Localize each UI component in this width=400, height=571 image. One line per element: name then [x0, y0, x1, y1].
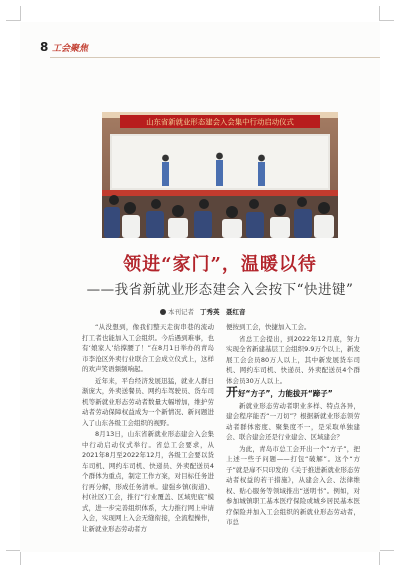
body-column-left [82, 322, 214, 534]
header-rule [50, 57, 380, 58]
subheading-initial: 开 [226, 385, 239, 399]
byline-dot-icon [160, 309, 166, 315]
paragraph: 省总工会提出，到2022年12月底，努力实现全省新建基层工会组织9.9万个以上，新发展工会会员80万人以上，其中新发展货车司机、网约车司机、快递员、外卖配送员4个群体会员30万人以上。 [226, 334, 360, 385]
page-number: 8 [40, 40, 49, 54]
crop-mark-bottom-right [379, 550, 394, 565]
subheading-text: 好“方子”，力能拔开“蹄子” [238, 389, 333, 398]
byline-label: 本刊记者 [168, 308, 194, 316]
crop-mark-bottom-left [6, 550, 21, 565]
event-photo [102, 112, 338, 238]
section-label: 工会聚焦 [52, 44, 89, 54]
body-column-right [226, 322, 360, 528]
crop-mark-top-right [379, 6, 394, 21]
section-subheading [226, 387, 360, 400]
page-header [40, 40, 380, 56]
event-photo-illustration [102, 112, 338, 238]
article-subtitle: ——我省新就业形态建会入会按下“快进键” [86, 282, 354, 298]
magazine-page [20, 22, 380, 552]
paragraph: 新就业形态劳动者职业多样、特点各异，建会程序能否“一刀切”？根据新就业形态领劳动者群体密度、聚集度不一，是采取单独建会、联合建会还是行业建会、区域建会？ [226, 401, 360, 441]
paragraph: 8月13日，山东省新就业形态建会入会集中行动启动仪式举行。省总工会要求，从2021年8月至2022年12月，各级工会要以货车司机、网约车司机、快递员、外卖配送员4个群体为重点，制定工作方案，对目标任务进行再分解，形成任务清单。建强乡镇(街道)、村(社区)工会，推行“行业覆盖、区域兜底”模式，进一步完善组织体系，大力推行网上申请入会，实现网上入会无缝衔接，全流程操作，让新就业形态劳动者方 [82, 430, 214, 533]
paragraph: 近年来，平台经济发展迅猛，就业人群日渐庞大，外卖送餐员、网约车驾驶员、货车司机等新就业形态劳动者数量大幅增加，维护劳动者劳动保障权益成为一个新情况、新问题进入了山东各级工会组织的视野。 [82, 376, 214, 427]
article-title: 领进“家门”，温暖以待 [123, 254, 317, 275]
byline-names: 丁秀英 聂红音 [200, 308, 246, 316]
crop-mark-top-left [6, 6, 21, 21]
byline [160, 307, 246, 316]
paragraph: 便按到工会，快捷加入工会。 [226, 323, 311, 331]
paragraph: “从没想到，像我们整天走街串巷的流动打工者也能加入工会组织。今后遇到难事，也有‘娘家人’给撑腰了！”在8月1日举办的青岛市李沧区外卖行业联合工会成立仪式上，这样的欢声笑语频频响起。 [82, 323, 214, 373]
banner-text: 山东省新就业形态建会入会集中行动启动仪式 [146, 117, 294, 127]
paragraph: 为此，青岛市总工会开出一个“方子”，把上述一些子问题——打包“破解”。这个“方子”就是扉不只印发的《关于推进新就业形态劳动者权益的若干措施》，从建会入会、法律维权、贴心服务等领域推出“送明书”。例如，对参加城镇职工基本医疗保险或城乡居民基本医疗保险并加入工会组织的新就业形态劳动者，市总 [226, 444, 360, 526]
